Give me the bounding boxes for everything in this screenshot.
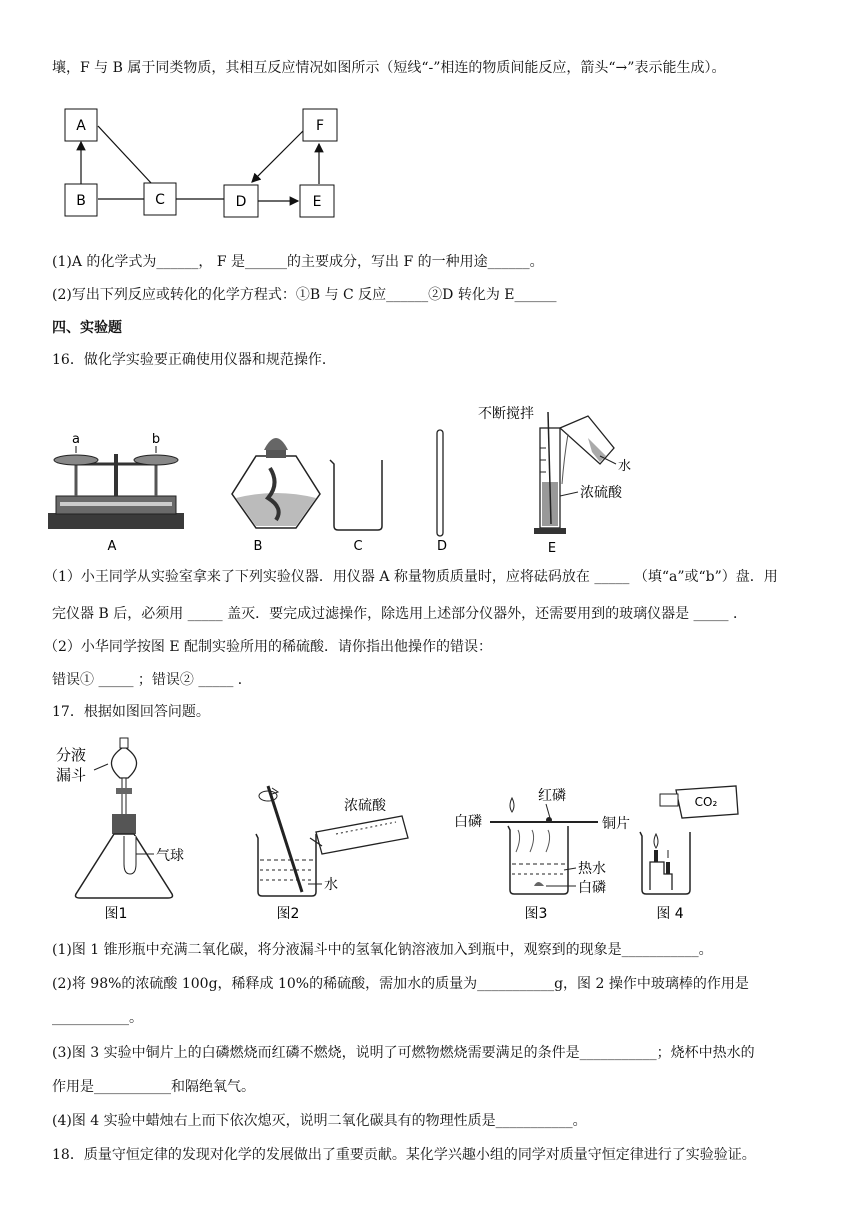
q16-part3: 错误① _____ ；错误② _____ ． [52, 672, 252, 688]
fig4-caption: 图 4 [656, 906, 684, 922]
balance-apparatus [48, 432, 184, 554]
fig1-caption: 图1 [104, 906, 128, 922]
node-b [65, 184, 97, 216]
svg-text:B: B [76, 193, 86, 209]
q18-stem: 18．质量守恒定律的发现对化学的发展做出了重要贡献。某化学兴趣小组的同学对质量守恒定律进行了实验验证。 [52, 1147, 756, 1163]
figure-3 [454, 787, 630, 922]
section-title: 四、实验题 [52, 320, 122, 336]
q16-stem: 16．做化学实验要正确使用仪器和规范操作． [52, 352, 336, 368]
funnel-label-line1: 分液 [56, 746, 87, 764]
q17-part1: (1)图 1 锥形瓶中充满二氧化碳，将分液漏斗中的氢氧化钠溶液加入到瓶中，观察到的现象是___________。 [52, 942, 713, 958]
intro-text: 壤，F 与 B 属于同类物质，其相互反应情况如图所示（短线“-”相连的物质间能反应，箭头“→”表示能生成）。 [52, 60, 726, 76]
q16-part1-line1: （1）小王同学从实验室拿来了下列实验仪器．用仪器 A 称量物质质量时，应将砝码放在 _____ （填“a”或“b”）盘．用 [44, 569, 778, 585]
dilution-setup [478, 405, 631, 556]
acid-label: 浓硫酸 [344, 798, 386, 814]
red-phosphorus-label: 红磷 [538, 788, 566, 804]
q17-part2-line1: (2)将 98%的浓硫酸 100g，稀释成 10%的稀硫酸，需加水的质量为___________g，图 2 操作中玻璃棒的作用是 [52, 976, 749, 992]
balloon-label: 气球 [156, 848, 184, 864]
hot-water-label: 热水 [578, 861, 606, 877]
q16-part2: （2）小华同学按图 E 配制实验所用的稀硫酸．请你指出他操作的错误： [44, 639, 493, 655]
co2-label: CO₂ [694, 795, 718, 809]
node-a [65, 109, 97, 141]
figure-2 [256, 786, 408, 922]
fig2-caption: 图2 [276, 906, 300, 922]
q16-apparatus-figure [40, 398, 660, 556]
svg-text:E: E [312, 194, 322, 210]
label-e: E [547, 541, 557, 556]
node-c [144, 183, 176, 215]
label-c: C [353, 539, 363, 554]
q17-part3-line2: 作用是___________和隔绝氧气。 [52, 1079, 255, 1095]
fig3-caption: 图3 [524, 906, 548, 922]
q16-part1-line2: 完仪器 B 后，必须用 _____ 盖灭．要完成过滤操作，除选用上述部分仪器外，还需要用到的玻璃仪器是 _____ ． [52, 606, 747, 622]
label-a: A [107, 539, 117, 554]
white-phosphorus-top-label: 白磷 [454, 814, 482, 830]
conc-acid-label: 浓硫酸 [580, 485, 622, 501]
q17-part2-line2: ___________。 [52, 1010, 143, 1026]
q17-figures [46, 734, 746, 926]
stir-label: 不断搅拌 [478, 406, 534, 422]
funnel-label-line2: 漏斗 [56, 766, 87, 784]
white-phosphorus-bottom-label: 白磷 [578, 880, 606, 896]
copper-label: 铜片 [602, 816, 630, 832]
water-label-2: 水 [324, 877, 338, 893]
pan-a-label: a [72, 432, 80, 447]
q17-stem: 17．根据如图回答问题。 [52, 704, 210, 720]
figure-1 [56, 738, 184, 922]
node-f [303, 109, 337, 141]
svg-text:F: F [315, 118, 325, 134]
label-d: D [436, 539, 448, 554]
node-d [224, 185, 258, 217]
figure-4 [640, 786, 738, 922]
reaction-diagram [60, 104, 350, 222]
label-b: B [253, 539, 263, 554]
svg-text:D: D [235, 194, 247, 210]
pan-b-label: b [151, 432, 161, 447]
node-e [300, 185, 334, 217]
water-label: 水 [618, 459, 632, 474]
svg-text:C: C [155, 192, 165, 208]
q17-part4: (4)图 4 实验中蜡烛右上而下依次熄灭，说明二氧化碳具有的物理性质是___________。 [52, 1113, 587, 1129]
glass-rod [437, 430, 447, 554]
alcohol-lamp [232, 438, 320, 554]
q15-part1: (1)A 的化学式为______， F 是______的主要成分，写出 F 的一种用途______。 [52, 254, 544, 270]
beaker [330, 460, 382, 554]
q17-part3-line1: (3)图 3 实验中铜片上的白磷燃烧而红磷不燃烧，说明了可燃物燃烧需要满足的条件是___________；烧杯中热水的 [52, 1045, 755, 1061]
svg-text:A: A [76, 118, 86, 134]
q15-part2: (2)写出下列反应或转化的化学方程式：①B 与 C 反应______②D 转化为 E______ [52, 287, 557, 303]
